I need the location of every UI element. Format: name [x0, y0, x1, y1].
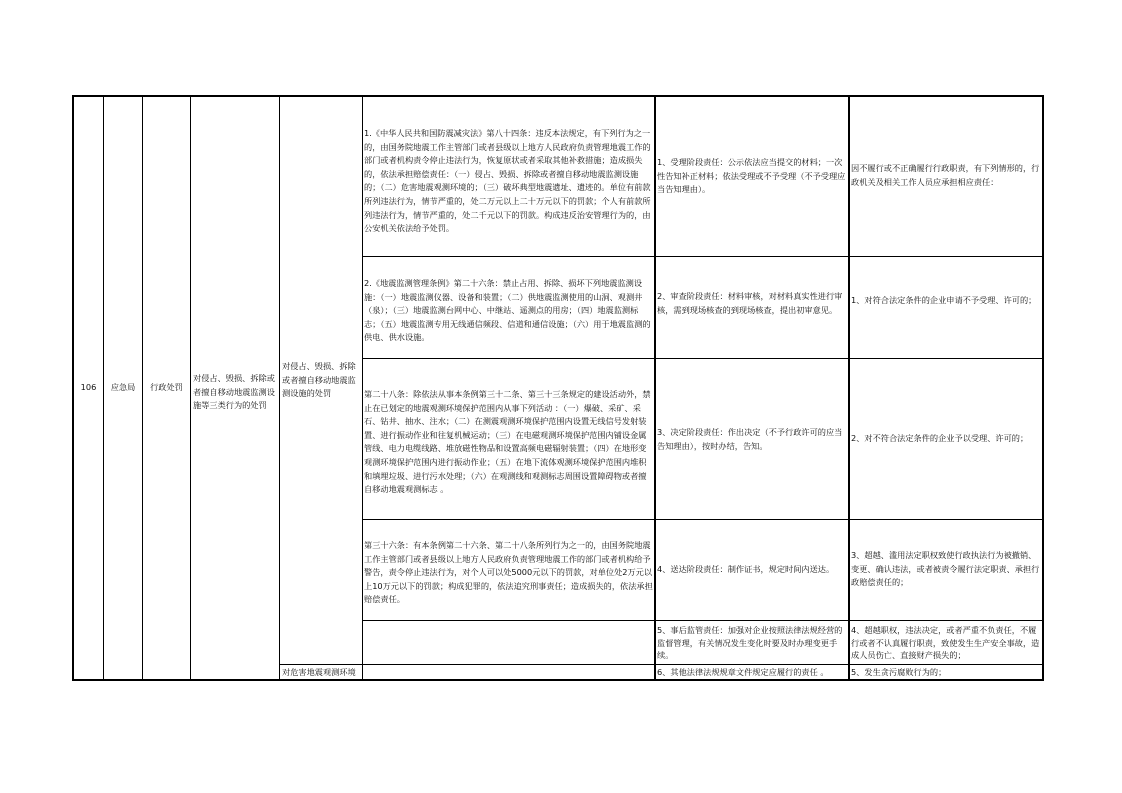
row-number: 106: [80, 382, 97, 393]
row-divider: [362, 620, 1043, 621]
category-cell: 行政处罚: [150, 382, 183, 393]
sub-item-cell: 对危害地震观测环境: [282, 667, 356, 677]
accountability-text: 2、对不符合法定条件的企业予以受理、许可的；: [851, 433, 1029, 443]
department-cell: 应急局: [110, 382, 136, 393]
item-name-cell: 对侵占、毁损、拆除或者擅自移动地震监测设施等三类行为的处罚: [193, 373, 275, 411]
legal-basis-text: 第三十六条：有本条例第二十六条、第二十八条所列行为之一的，由国务院地震工作主管部门或者县级以上地方人民政府负责管理地震工作的部门或者机构给予警告，责令停止违法行为，对个人可以处5000元以下的罚款，对单位处2万元以上10万元以下的罚款；构成犯罪的，依法追究刑事责任；造成损失的，依法承担赔偿责任。: [364, 540, 653, 605]
duty-text: 6、其他法律法规规章文件规定应履行的责任 。: [657, 667, 829, 677]
column-divider: [279, 96, 280, 680]
duty-text: 5、事后监管责任：加强对企业按照法律法规经营的监督管理，有关情况发生变化时要及时办理变更手续。: [657, 625, 843, 660]
duty-text: 2、审查阶段责任：材料审核，对材料真实性进行审核，需到现场核查的到现场核查，提出初审意见。: [657, 291, 843, 315]
column-divider: [654, 96, 656, 680]
sub-item-cell: 对侵占、毁损、拆除或者擅自移动地震监测设施的处罚: [282, 361, 356, 399]
accountability-text: 因不履行或不正确履行行政职责，有下列情形的，行政机关及相关工作人员应承担相应责任：: [851, 163, 1040, 187]
duty-text: 4、送达阶段责任：制作证书，规定时间内送达。: [657, 564, 835, 574]
table-border-bottom: [72, 679, 1044, 681]
row-divider: [362, 256, 1043, 257]
accountability-text: 4、超越职权，违法决定，或者严重不负责任，不履行或者不认真履行职责，致使发生生产安全事故，造成人员伤亡、直接财产损失的；: [851, 625, 1040, 660]
legal-basis-text: 1.《中华人民共和国防震减灾法》第八十四条：违反本法规定，有下列行为之一的，由国务院地震工作主管部门或者县级以上地方人民政府负责管理地震工作的部门或者机构责令停止违法行为，恢复原状或者采取其他补救措施；造成损失的，依法承担赔偿责任：（一）侵占、毁损、拆除或者擅自移动地震监测设施的；（二）危害地震观测环境的；（三）破坏典型地震遗址、遗迹的。单位有前款所列违法行为，情节严重的，处二万元以上二十万元以下的罚款；个人有前款所列违法行为，情节严重的，处二千元以下的罚款。构成违反治安管理行为的，由公安机关依法给予处罚。: [364, 128, 651, 234]
accountability-text: 5、发生贪污腐败行为的；: [851, 667, 947, 677]
column-divider: [190, 96, 191, 680]
table-border-top: [72, 95, 1044, 97]
legal-basis-text: 2.《地震监测管理条例》第二十六条：禁止占用、拆除、损坏下列地震监测设施：（一）地震监测仪器、设备和装置；（二）供地震监测使用的山洞、观测井（泉）；（三）地震监测台网中心、中继站、遥测点的用房；（四）地震监测标志；（五）地震监测专用无线通信频段、信道和通信设施；（六）用于地震监测的供电、供水设施。: [364, 278, 651, 343]
column-divider: [362, 96, 363, 680]
accountability-text: 3、超越、滥用法定职权致使行政执法行为被撤销、变更、确认违法，或者被责令履行法定职责、承担行政赔偿责任的；: [851, 550, 1040, 588]
duty-text: 1、受理阶段责任：公示依法应当提交的材料；一次性告知补正材料；依法受理或不予受理（不予受理应当告知理由）。: [657, 157, 846, 195]
row-divider: [279, 664, 363, 665]
legal-basis-text: 第二十八条：除依法从事本条例第三十二条、第三十三条规定的建设活动外，禁止在已划定的地震观测环境保护范围内从事下列活动 ：（一）爆破、采矿、采石、钻井、抽水、注水；（二）在测震观测环境保护范围内设置无线信号发射装置、进行振动作业和往复机械运动；（三）在电磁观测环境保护范围内铺设金属管线、电力电缆线路、堆放磁性物品和设置高频电磁辐射装置；（四）在地形变观测环境保护范围内进行振动作业；（五）在地下流体观测环境保护范围内堆积和填埋垃圾、进行污水处理；（六）在观测线和观测标志周围设置障碍物或者擅自移动地震观测标志 。: [364, 389, 651, 495]
table-border-right: [1042, 95, 1044, 681]
row-divider: [362, 358, 1043, 359]
accountability-text: 1、对符合法定条件的企业申请不予受理、许可的；: [851, 295, 1037, 305]
column-divider: [848, 96, 850, 680]
row-divider: [362, 519, 1043, 520]
row-divider: [362, 664, 1043, 665]
duty-text: 3、决定阶段责任：作出决定（不予行政许可的应当告知理由），按时办结，告知。: [657, 427, 843, 451]
